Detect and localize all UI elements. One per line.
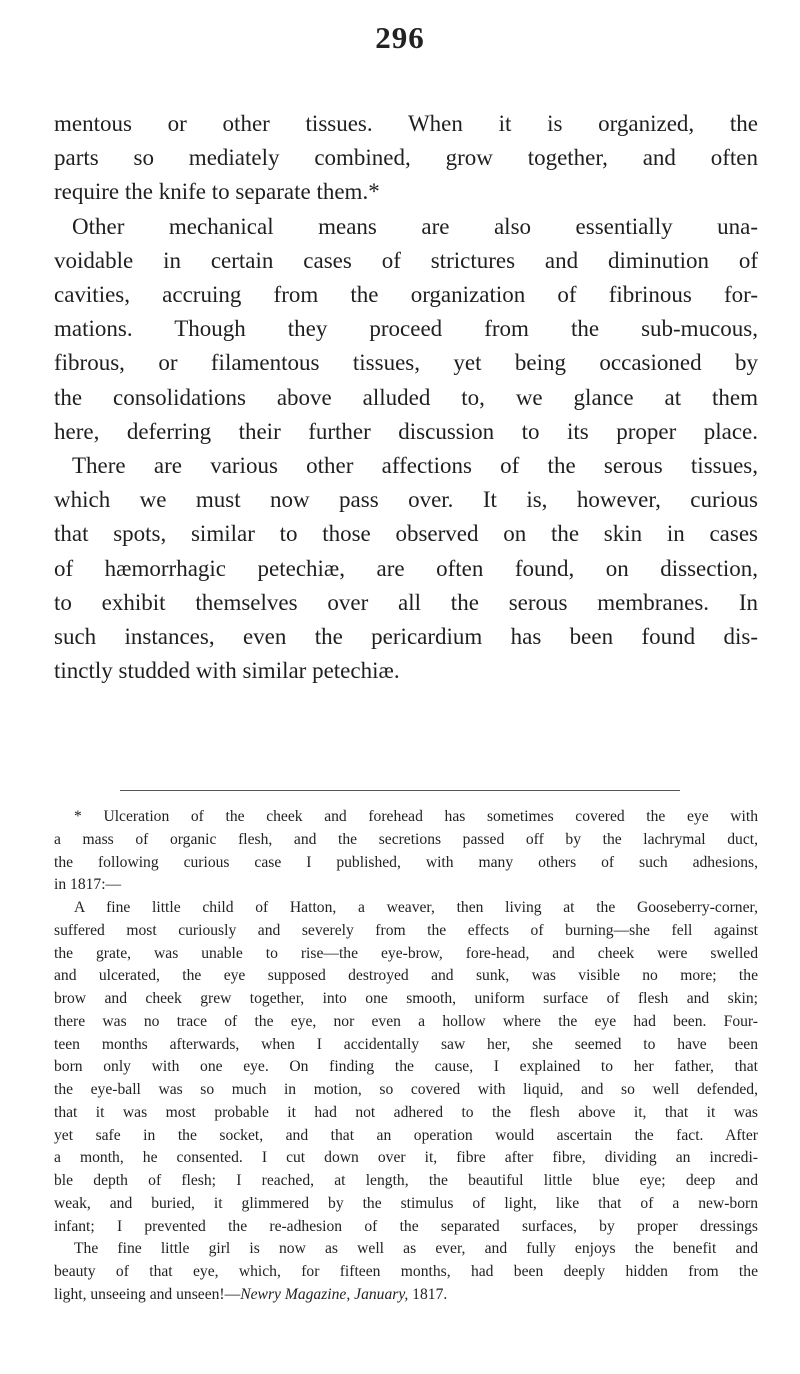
text-line: tinctly studded with similar petechiæ. (54, 658, 400, 684)
text-line: the consolidations above alluded to, we glance at them (54, 384, 758, 410)
footnote-line: a mass of organic flesh, and the secretions passed off by the lachrymal duct, (54, 830, 758, 848)
text-line: Other mechanical means are also essentially una- (72, 213, 758, 239)
main-text-block (54, 107, 758, 688)
footnote-line: beauty of that eye, which, for fifteen months, had been deeply hidden from the (54, 1263, 758, 1280)
text-line: such instances, even the pericardium has been found dis- (54, 624, 758, 650)
footnote-line: infant; I prevented the re-adhesion of the separated surfaces, by proper dressings (54, 1217, 758, 1235)
text-line: cavities, accruing from the organization of fibrinous for- (54, 282, 758, 308)
text-line: which we must now pass over. It is, however, curious (54, 487, 758, 513)
footnote-line: ble depth of flesh; I reached, at length, the beautiful little blue eye; deep and (54, 1172, 758, 1189)
footnote-line: * Ulceration of the cheek and forehead has sometimes covered the eye with (74, 808, 758, 825)
footnote-divider (120, 790, 680, 791)
footnote-closing-text: light, unseeing and unseen!— (54, 1285, 241, 1303)
footnote-block (54, 806, 758, 1307)
text-line: fibrous, or filamentous tissues, yet being occasioned by (54, 350, 758, 376)
footnote-line: yet safe in the socket, and that an operation would ascertain the fact. After (54, 1126, 758, 1144)
text-line: here, deferring their further discussion to its proper place. (54, 418, 758, 444)
footnote-year: 1817. (408, 1285, 448, 1303)
footnote-line: the following curious case I published, with many others of such adhesions, (54, 853, 758, 871)
footnote-line: brow and cheek grew together, into one smooth, uniform surface of flesh and skin; (54, 990, 758, 1007)
footnote-source: Newry Magazine, January, (240, 1285, 409, 1303)
footnote-line: weak, and buried, it glimmered by the stimulus of light, like that of a new-born (54, 1194, 758, 1212)
footnote-line: the eye-ball was so much in motion, so covered with liquid, and so well defended, (54, 1081, 758, 1098)
footnote-line: The fine little girl is now as well as ever, and fully enjoys the benefit and (74, 1240, 758, 1258)
text-line: voidable in certain cases of strictures and diminution of (54, 247, 758, 273)
footnote-line: a month, he consented. I cut down over it, fibre after fibre, dividing an incredi- (54, 1149, 758, 1167)
footnote-line: and ulcerated, the eye supposed destroyed and sunk, was visible no more; the (54, 967, 758, 985)
footnote-line: born only with one eye. On finding the cause, I explained to her father, that (54, 1058, 758, 1076)
text-line: parts so mediately combined, grow together, and often (54, 145, 758, 171)
footnote-line: suffered most curiously and severely from the effects of burning—she fell against (54, 921, 758, 939)
text-line: to exhibit themselves over all the serous membranes. In (54, 589, 758, 615)
text-line: There are various other affections of the serous tissues, (72, 453, 758, 479)
footnote-line: in 1817:— (54, 876, 122, 894)
text-line: of hæmorrhagic petechiæ, are often found, on dissection, (54, 555, 758, 581)
text-line: that spots, similar to those observed on the skin in cases (54, 521, 758, 547)
footnote-line: there was no trace of the eye, nor even a hollow where the eye had been. Four- (54, 1012, 758, 1030)
footnote-line: A fine little child of Hatton, a weaver, then living at the Gooseberry-corner, (74, 899, 758, 916)
footnote-line: teen months afterwards, when I accidentally saw her, she seemed to have been (54, 1035, 758, 1053)
text-line: mations. Though they proceed from the sub-mucous, (54, 316, 758, 342)
text-line: require the knife to separate them.* (54, 179, 380, 205)
footnote-line: the grate, was unable to rise—the eye-brow, fore-head, and cheek were swelled (54, 944, 758, 962)
footnote-last-line (54, 1284, 758, 1307)
page-number: 296 (375, 20, 425, 55)
footnote-line: that it was most probable it had not adhered to the flesh above it, that it was (54, 1103, 758, 1121)
text-line: mentous or other tissues. When it is organized, the (54, 111, 758, 136)
